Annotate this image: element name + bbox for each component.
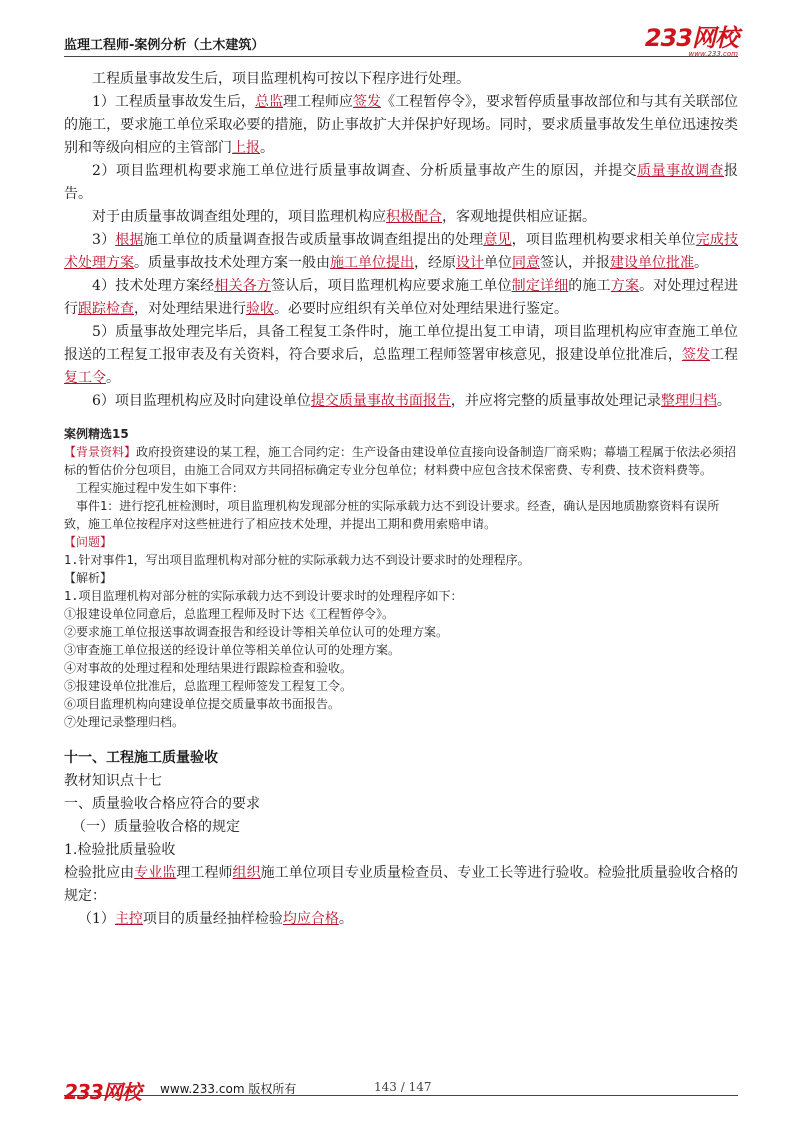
paragraph-6 bbox=[64, 321, 738, 390]
underlined-keyword: 设计 bbox=[456, 255, 484, 271]
underlined-keyword: 签发 bbox=[352, 94, 381, 110]
text-run: 报告。 bbox=[64, 163, 739, 202]
analysis-step-4: ④对事故的处理过程和处理结果进行跟踪检查和验收。 bbox=[64, 661, 353, 675]
analysis-steps bbox=[64, 605, 738, 731]
question-text: 1.针对事件1，写出项目监理机构对部分桩的实际承载力达不到设计要求时的处理程序。 bbox=[64, 553, 530, 567]
logo-url: www.233.com bbox=[688, 50, 738, 58]
analysis-step-1: ①报建设单位同意后，总监理工程师及时下达《工程暂停令》。 bbox=[64, 607, 395, 621]
text-run: 。 bbox=[716, 393, 731, 409]
text-run: 工程 bbox=[709, 347, 739, 363]
underlined-keyword: 制定详细 bbox=[511, 278, 569, 294]
text-run: 2）项目监理机构要求施工单位进行质量事故调查、分析质量事故产生的原因，并提交 bbox=[92, 163, 638, 179]
underlined-keyword: 整理归档 bbox=[660, 393, 717, 409]
underlined-keyword: 跟踪检查 bbox=[78, 301, 134, 317]
procedure-paragraphs bbox=[64, 68, 738, 413]
section-title: 十一、工程施工质量验收 bbox=[64, 750, 218, 766]
analysis-step-7: ⑦处理记录整理归档。 bbox=[64, 715, 185, 729]
text-run: 。 bbox=[338, 911, 353, 927]
underlined-keyword: 施工单位提出 bbox=[330, 255, 414, 271]
underlined-keyword: 复工令 bbox=[64, 370, 106, 386]
question-label: 【问题】 bbox=[64, 535, 113, 549]
underlined-keyword: 质量事故调查 bbox=[637, 163, 725, 179]
paragraph-0 bbox=[64, 68, 738, 91]
analysis-step-6: ⑥项目监理机构向建设单位提交质量事故书面报告。 bbox=[64, 697, 341, 711]
subheading-1: 一、质量验收合格应符合的要求 bbox=[64, 796, 260, 812]
text-run: ，项目监理机构要求相关单位 bbox=[511, 232, 696, 248]
text-run: 施工单位的质量调查报告或质量事故调查组提出的处理 bbox=[143, 232, 484, 248]
text-run: 检验批应由 bbox=[64, 865, 135, 881]
underlined-keyword: 积极配合 bbox=[386, 209, 442, 225]
header-divider bbox=[64, 56, 738, 57]
inspection-item-1 bbox=[64, 908, 738, 931]
events-intro: 工程实施过程中发生如下事件： bbox=[76, 481, 245, 495]
document-title: 监理工程师-案例分析（土木建筑） bbox=[64, 38, 265, 53]
background-text: 政府投资建设的某工程，施工合同约定：生产设备由建设单位直接向设备制造厂商采购；幕墙工程属于依法必须招标的暂估价分包项目，由施工合同双方共同招标确定专业分包单位；材料费中应包含技术保密费、专利费、技术资料费等。 bbox=[64, 445, 737, 477]
underlined-keyword: 专业监 bbox=[134, 865, 177, 881]
underlined-keyword: 方案 bbox=[610, 278, 640, 294]
text-run: 工程质量事故发生后，项目监理机构可按以下程序进行处理。 bbox=[92, 71, 470, 87]
text-run: 。 bbox=[106, 370, 120, 386]
page-content bbox=[64, 68, 738, 931]
text-run: 。对处理过程进行 bbox=[64, 278, 739, 317]
paragraph-7 bbox=[64, 390, 738, 413]
underlined-keyword: 意见 bbox=[483, 232, 512, 248]
footer-logo: 233网校 bbox=[64, 1080, 141, 1104]
logo-text: 233网校 bbox=[644, 24, 738, 52]
text-run: 理工程师应 bbox=[282, 94, 353, 110]
text-run: 5）质量事故处理完毕后，具备工程复工条件时，施工单位提出复工申请，项目监理机构应审查施工单位报送的工程复工报审表及有关资料，符合要求后，总监理工程师签署审核意见，报建设单位批准后， bbox=[64, 324, 738, 363]
inspection-batch-paragraph bbox=[64, 862, 738, 908]
analysis-step-5: ⑤报建设单位批准后，总监理工程师签发工程复工令。 bbox=[64, 679, 353, 693]
paragraph-4 bbox=[64, 229, 738, 275]
text-run: 单位 bbox=[484, 255, 512, 271]
text-run: 项目的质量经抽样检验 bbox=[142, 911, 283, 927]
underlined-keyword: 完成技术处理方案 bbox=[64, 232, 739, 271]
text-run: 的施工 bbox=[568, 278, 611, 294]
text-run: 。必要时应组织有关单位对处理结果进行鉴定。 bbox=[274, 301, 568, 317]
text-run: 。 bbox=[694, 255, 708, 271]
text-run: （1） bbox=[78, 911, 115, 927]
analysis-step-3: ③审查施工单位报送的经设计单位等相关单位认可的处理方案。 bbox=[64, 643, 401, 657]
underlined-keyword: 提交质量事故书面报告 bbox=[310, 393, 451, 409]
case-heading: 案例精选15 bbox=[64, 427, 129, 441]
text-run: ，并应将完整的质量事故处理记录 bbox=[450, 393, 661, 409]
subheading-3: 1.检验批质量验收 bbox=[64, 842, 176, 858]
text-run: ，对处理结果进行 bbox=[134, 301, 246, 317]
text-run: 。 bbox=[260, 140, 274, 156]
text-run: 施工单位项目专业质量检查员、专业工长等进行验收。检验批质量验收合格的规定： bbox=[64, 865, 739, 904]
text-run: 《工程暂停令》，要求暂停质量事故部位和与其有关联部位的施工，要求施工单位采取必要的措施，防止事故扩大并保护好现场。同时，要求质量事故发生单位迅速按类别和等级向相应的主管部门 bbox=[64, 94, 739, 156]
underlined-keyword: 主控 bbox=[114, 911, 143, 927]
page-header bbox=[64, 26, 738, 56]
underlined-keyword: 上报 bbox=[232, 140, 260, 156]
text-run: 4）技术处理方案经 bbox=[92, 278, 215, 294]
analysis-step-2: ②要求施工单位报送事故调查报告和经设计等相关单位认可的处理方案。 bbox=[64, 625, 449, 639]
text-run: 6）项目监理机构应及时向建设单位 bbox=[92, 393, 311, 409]
paragraph-5 bbox=[64, 275, 738, 321]
text-run: 签认，并报 bbox=[540, 255, 610, 271]
underlined-keyword: 同意 bbox=[512, 255, 540, 271]
analysis-intro: 1.项目监理机构对部分桩的实际承载力达不到设计要求时的处理程序如下： bbox=[64, 589, 463, 603]
paragraph-2 bbox=[64, 160, 738, 206]
text-run: ，经原 bbox=[414, 255, 456, 271]
analysis-label: 【解析】 bbox=[64, 571, 113, 585]
brand-logo bbox=[645, 26, 738, 58]
underlined-keyword: 验收 bbox=[246, 301, 274, 317]
event-1: 事件1：进行挖孔桩检测时，项目监理机构发现部分桩的实际承载力达不到设计要求。经查，确认是因地质勘察资料有误所致，施工单位按程序对这些桩进行了相应技术处理，并提出工期和费用索赔申请。 bbox=[64, 499, 720, 531]
background-label: 【背景资料】 bbox=[64, 445, 137, 459]
text-run: 1）工程质量事故发生后， bbox=[92, 94, 255, 110]
subheading-2: （一）质量验收合格的规定 bbox=[72, 819, 240, 835]
text-run: 对于由质量事故调查组处理的，项目监理机构应 bbox=[92, 209, 386, 225]
case-study bbox=[64, 425, 738, 731]
text-run: 理工程师 bbox=[176, 865, 233, 881]
underlined-keyword: 组织 bbox=[232, 865, 261, 881]
paragraph-3 bbox=[64, 206, 738, 229]
underlined-keyword: 相关各方 bbox=[214, 278, 271, 294]
section-quality-acceptance bbox=[64, 747, 738, 931]
underlined-keyword: 总监 bbox=[254, 94, 283, 110]
page-number: 143 / 147 bbox=[374, 1080, 432, 1094]
underlined-keyword: 建设单位批准 bbox=[610, 255, 694, 271]
background-paragraph bbox=[64, 443, 738, 479]
text-run: 。质量事故技术处理方案一般由 bbox=[134, 255, 330, 271]
underlined-keyword: 根据 bbox=[115, 232, 144, 248]
text-run: 签认后，项目监理机构应要求施工单位 bbox=[270, 278, 512, 294]
knowledge-point: 教材知识点十七 bbox=[64, 773, 162, 789]
text-run: 3） bbox=[92, 232, 116, 248]
underlined-keyword: 签发 bbox=[681, 347, 710, 363]
underlined-keyword: 均应合格 bbox=[282, 911, 339, 927]
text-run: ，客观地提供相应证据。 bbox=[442, 209, 596, 225]
paragraph-1 bbox=[64, 91, 738, 160]
page-footer bbox=[64, 1074, 738, 1102]
copyright-text: www.233.com 版权所有 bbox=[160, 1082, 297, 1096]
